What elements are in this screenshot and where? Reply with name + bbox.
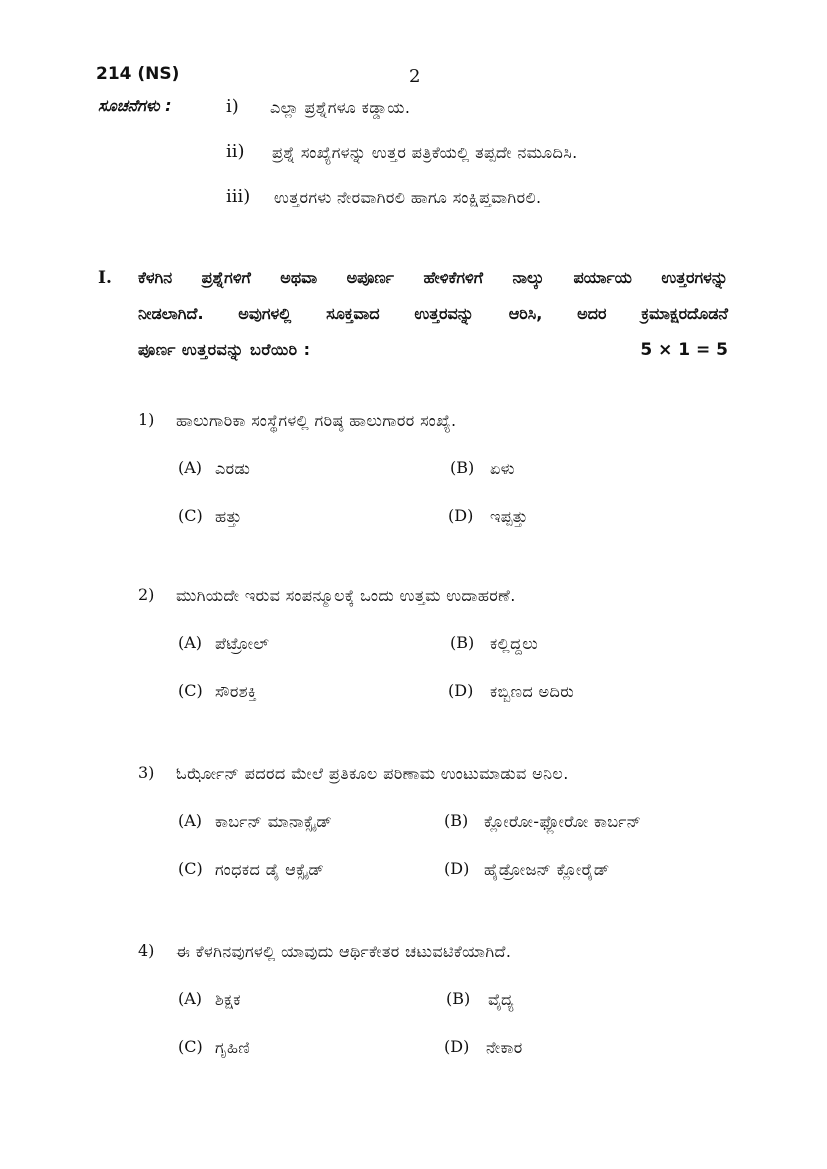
question-number-1: 1)	[138, 410, 155, 429]
option-label: (B)	[444, 811, 469, 830]
option-label: (C)	[178, 1037, 203, 1056]
option-label: (D)	[444, 859, 470, 878]
section-word: ನೀಡಲಾಗಿದೆ.	[138, 304, 204, 323]
option-label: (C)	[178, 859, 203, 878]
section-word: ಪರ್ಯಾಯ	[573, 268, 632, 287]
section-word: ಕ್ರಮಾಕ್ಷರದೊಡನೆ	[641, 304, 728, 323]
option-label: (D)	[444, 1037, 470, 1056]
option-text: ಸೌರಶಕ್ತಿ	[215, 682, 258, 701]
question-text-2: ಮುಗಿಯದೇ ಇರುವ ಸಂಪನ್ಮೂಲಕ್ಕೆ ಒಂದು ಉತ್ತಮ ಉದಾಹರಣೆ.	[176, 586, 516, 605]
option-text: ಕಬ್ಬಿಣದ ಅದಿರು	[490, 682, 575, 701]
question-number-4: 4)	[138, 941, 155, 960]
instruction-text-3: ಉತ್ತರಗಳು ನೇರವಾಗಿರಲಿ ಹಾಗೂ ಸಂಕ್ಷಿಪ್ತವಾಗಿರಲಿ.	[274, 188, 542, 207]
question-text-3: ಓರ್ಝೋನ್ ಪದರದ ಮೇಲೆ ಪ್ರತಿಕೂಲ ಪರಿಣಾಮ ಉಂಟುಮಾಡುವ ಅನಿಲ.	[176, 764, 569, 783]
option-text: ಎರಡು	[215, 459, 251, 478]
instructions-label: ಸೂಚನೆಗಳು :	[98, 96, 172, 115]
section-word: ಉತ್ತರಗಳನ್ನು	[661, 268, 728, 287]
section-word: ಅದರ	[577, 304, 607, 323]
section-word: ಅಪೂರ್ಣ	[346, 268, 394, 287]
instruction-num-3: iii)	[226, 186, 251, 207]
section-instruction-line-2	[138, 304, 728, 324]
option-text: ವೈದ್ಯ	[488, 990, 514, 1009]
option-label: (A)	[178, 811, 203, 830]
section-marks: 5 × 1 = 5	[640, 340, 728, 360]
option-label: (B)	[446, 989, 471, 1008]
instruction-num-2: ii)	[226, 141, 245, 162]
option-text: ಶಿಕ್ಷಕ	[215, 990, 241, 1009]
section-word: ಆರಿಸಿ,	[508, 304, 543, 323]
option-text: ಹತ್ತು	[215, 507, 242, 526]
option-label: (A)	[178, 633, 203, 652]
section-word: ಸೂಕ್ತವಾದ	[326, 304, 380, 323]
question-number-3: 3)	[138, 763, 155, 782]
question-text-4: ಈ ಕೆಳಗಿನವುಗಳಲ್ಲಿ ಯಾವುದು ಆರ್ಥಿಕೇತರ ಚಟುವಟಿಕೆಯಾಗಿದೆ.	[176, 942, 512, 961]
option-text: ಹೈಡ್ರೋಜನ್ ಕ್ಲೋರೈಡ್	[484, 860, 610, 879]
section-word: ಹೇಳಿಕೆಗಳಿಗೆ	[423, 268, 484, 287]
option-text: ಕ್ಲೋರೋ-ಫ್ಲೋರೋ ಕಾರ್ಬನ್	[484, 812, 642, 831]
section-word: ಅವುಗಳಲ್ಲಿ	[238, 304, 292, 323]
section-word: ನಾಲ್ಕು	[512, 268, 544, 287]
option-text: ಏಳು	[490, 459, 515, 478]
option-text: ಪೆಟ್ರೋಲ್	[215, 634, 270, 653]
question-number-2: 2)	[138, 585, 155, 604]
option-label: (C)	[178, 506, 203, 525]
option-label: (B)	[450, 633, 475, 652]
option-text: ಗೃಹಿಣಿ	[215, 1038, 251, 1057]
option-label: (B)	[450, 458, 475, 477]
instruction-text-1: ಎಲ್ಲಾ ಪ್ರಶ್ನೆಗಳೂ ಕಡ್ಡಾಯ.	[270, 98, 411, 117]
section-word: ಕೆಳಗಿನ	[138, 268, 173, 287]
option-text: ನೇಕಾರ	[486, 1038, 523, 1057]
question-text-1: ಹಾಲುಗಾರಿಕಾ ಸಂಸ್ಥೆಗಳಲ್ಲಿ ಗರಿಷ್ಠ ಹಾಲುಗಾರರ ಸಂಖ್ಯೆ.	[176, 411, 457, 430]
section-instruction-line-3: ಪೂರ್ಣ ಉತ್ತರವನ್ನು ಬರೆಯಿರಿ :	[138, 340, 311, 359]
page-number: 2	[409, 66, 421, 87]
option-label: (C)	[178, 681, 203, 700]
section-number: I.	[98, 268, 112, 288]
option-label: (A)	[178, 458, 203, 477]
section-word: ಪ್ರಶ್ನೆಗಳಿಗೆ	[201, 268, 251, 287]
section-instruction-line-1	[138, 268, 728, 288]
option-label: (D)	[448, 506, 474, 525]
section-word: ಅಥವಾ	[280, 268, 318, 287]
option-text: ಕಾರ್ಬನ್ ಮಾನಾಕ್ಸೈಡ್	[215, 812, 333, 831]
paper-code: 214 (NS)	[96, 64, 180, 84]
option-text: ಗಂಧಕದ ಡೈ ಆಕ್ಸೈಡ್	[215, 860, 325, 879]
option-text: ಕಲ್ಲಿದ್ದಲು	[490, 634, 539, 653]
option-label: (A)	[178, 989, 203, 1008]
option-label: (D)	[448, 681, 474, 700]
instruction-text-2: ಪ್ರಶ್ನೆ ಸಂಖ್ಯೆಗಳನ್ನು ಉತ್ತರ ಪತ್ರಿಕೆಯಲ್ಲಿ ತಪ್ಪದೇ ನಮೂದಿಸಿ.	[272, 143, 578, 162]
instruction-num-1: i)	[226, 96, 239, 117]
option-text: ಇಪ್ಪತ್ತು	[490, 507, 529, 526]
section-word: ಉತ್ತರವನ್ನು	[414, 304, 474, 323]
